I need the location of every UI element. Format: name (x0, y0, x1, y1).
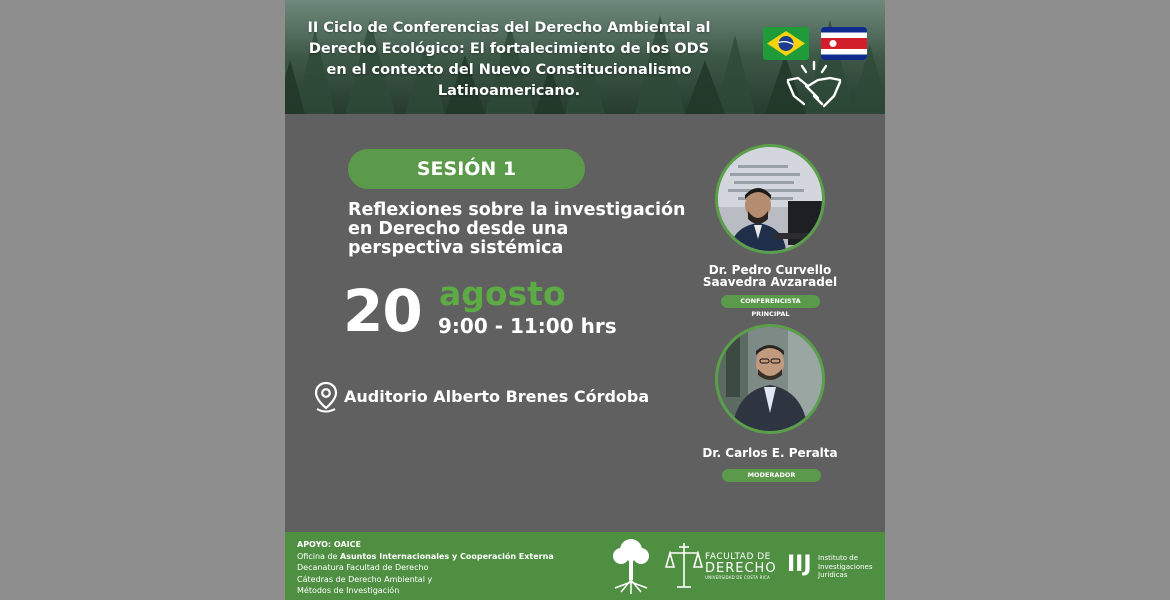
session-label: SESIÓN 1 (348, 149, 585, 189)
event-month: agosto (439, 274, 566, 313)
support-credits (297, 539, 554, 597)
support-line-3: Cátedras de Derecho Ambiental y (297, 574, 433, 584)
speaker-photo (715, 144, 825, 254)
support-line-2: Decanatura Facultad de Derecho (297, 563, 429, 572)
event-venue: Auditorio Alberto Brenes Córdoba (344, 387, 650, 406)
location-pin-icon (313, 381, 339, 413)
footer-sponsors (285, 532, 885, 600)
speaker-name: Dr. Pedro Curvello Saavedra Avzaradel (702, 263, 838, 289)
justice-scale-logo-icon (665, 541, 703, 591)
event-time: 9:00 - 11:00 hrs (438, 314, 617, 338)
iij-logo: IIJ (787, 552, 812, 577)
moderator-photo (715, 324, 825, 434)
costa-rica-flag-icon (821, 27, 867, 60)
support-label: APOYO: OAICE (297, 540, 361, 549)
handshake-icon (784, 60, 844, 114)
brazil-flag-icon (763, 27, 809, 60)
tree-logo-icon (609, 536, 653, 596)
event-day: 20 (343, 277, 422, 345)
header-banner (285, 0, 885, 114)
session-title: Reflexiones sobre la investigación en Derecho desde una perspectiva sistémica (348, 200, 686, 258)
speaker-role-badge: CONFERENCISTA PRINCIPAL (721, 295, 820, 308)
event-poster (285, 0, 885, 600)
moderator-role-badge: MODERADOR (722, 469, 821, 482)
iij-logo-text: Instituto de Investigaciones Jurídicas (818, 554, 873, 579)
support-line-1: Oficina de Asuntos Internacionales y Cooperación Externa (297, 551, 554, 561)
moderator-name: Dr. Carlos E. Peralta (702, 446, 838, 460)
support-line-4: Métodos de Investigación (297, 586, 400, 595)
conference-title: II Ciclo de Conferencias del Derecho Ambiental al Derecho Ecológico: El fortalecimiento de los ODS en el contexto del Nuevo Constitucionalismo Latinoamericano. (307, 20, 711, 99)
faculty-logo: FACULTAD DE DERECHO UNIVERSIDAD DE COSTA RICA (705, 552, 777, 580)
